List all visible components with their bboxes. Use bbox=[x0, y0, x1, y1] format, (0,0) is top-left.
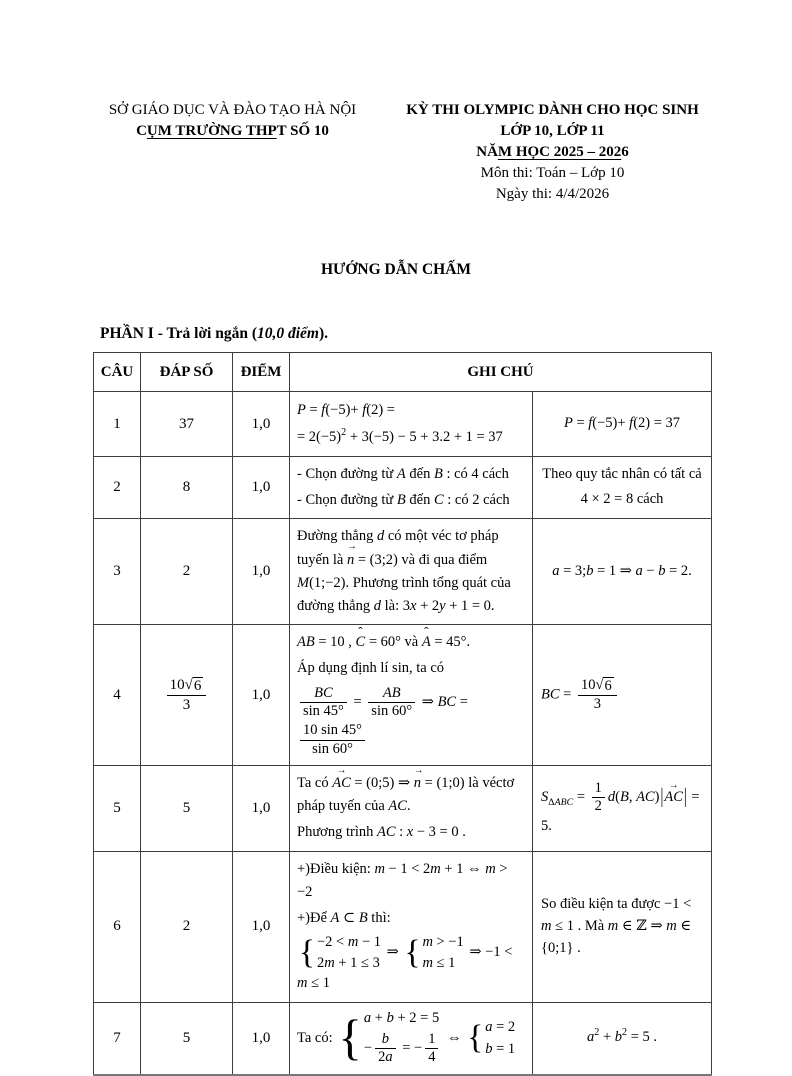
vector-arrow: → AC bbox=[664, 779, 683, 805]
issuer-block bbox=[90, 100, 375, 205]
cell-answer: 2 bbox=[141, 851, 233, 1002]
cell-points: 1,0 bbox=[233, 519, 290, 625]
table-row bbox=[94, 766, 712, 852]
remark-line: P = f(−5)+ f(2) = 37 bbox=[563, 415, 681, 432]
issuer-line2-pre: C bbox=[136, 123, 147, 139]
cell-remark bbox=[533, 457, 712, 519]
cell-points: 1,0 bbox=[233, 851, 290, 1002]
cases-brace-group: { m > −1 m ≤ 1 bbox=[404, 934, 464, 972]
table-row bbox=[94, 392, 712, 457]
cell-points: 1,0 bbox=[233, 625, 290, 766]
col-header-points: ĐIỂM bbox=[233, 353, 290, 392]
exam-name: KỲ THI OLYMPIC DÀNH CHO HỌC SINH bbox=[406, 102, 699, 118]
cell-solution-note bbox=[290, 519, 533, 625]
cell-question-number: 4 bbox=[94, 625, 141, 766]
cell-answer: 8 bbox=[141, 457, 233, 519]
cell-solution-note bbox=[290, 392, 533, 457]
cell-remark bbox=[533, 851, 712, 1002]
exam-year bbox=[375, 142, 730, 163]
answer-table-head bbox=[94, 353, 712, 392]
solution-line: Áp dụng định lí sin, ta có bbox=[297, 660, 445, 677]
remark-line: BC = 10 √ 6 3 bbox=[541, 676, 703, 714]
answer-table bbox=[93, 352, 712, 1076]
solution-line: $\frac{BC}{\sin 45^\circ}$ = $\frac{AB}{\sin 60^\circ}$ ⇒ BC = $\frac{10 \sin 45^\circ}{\sin 60^\circ}$ bbox=[297, 684, 525, 760]
cell-solution-note bbox=[290, 766, 533, 852]
exam-subject: Môn thi: Toán – Lớp 10 bbox=[480, 165, 625, 181]
table-row bbox=[94, 625, 712, 766]
cell-question-number: 6 bbox=[94, 851, 141, 1002]
cell-points: 1,0 bbox=[233, 392, 290, 457]
vector-arrow: → n bbox=[413, 764, 424, 792]
cases-brace-group: { a + b + 2 = 5 − $\frac{b}{2a}$ = − $\frac{1}{4}$ bbox=[338, 1009, 440, 1066]
remark-line: $S_{\Delta ABC}$ = $\frac{1}{2}$ d(B, AC)| → AC| = 5. bbox=[541, 779, 700, 835]
cell-answer: 5 bbox=[141, 1002, 233, 1074]
table-row bbox=[94, 519, 712, 625]
cell-answer: 37 bbox=[141, 392, 233, 457]
hat-accent: ˆ A bbox=[421, 623, 431, 651]
cell-points: 1,0 bbox=[233, 1002, 290, 1074]
remark-line: $a^2 + b^2 = 5$ . bbox=[587, 1027, 657, 1046]
section-points: 10,0 điểm bbox=[257, 325, 319, 342]
col-header-question: CÂU bbox=[94, 353, 141, 392]
solution-line: { −2 < m − 1 2m + 1 ≤ 3 ⇒ { m > −1 m ≤ 1 ⇒ −1 < m ≤ 1 bbox=[297, 934, 513, 992]
cell-solution-note bbox=[290, 851, 533, 1002]
solution-line: AB = 10 , ˆ C = 60° và ˆ A = 45°. bbox=[297, 631, 525, 654]
exam-grades: LỚP 10, LỚP 11 bbox=[500, 123, 605, 139]
cell-question-number: 3 bbox=[94, 519, 141, 625]
solution-line: Phương trình AC : x − 3 = 0 . bbox=[297, 824, 466, 841]
cell-solution-note bbox=[290, 1002, 533, 1074]
answer-table-body bbox=[94, 392, 712, 1075]
cell-points: 1,0 bbox=[233, 457, 290, 519]
issuer-line2 bbox=[90, 121, 375, 142]
solution-line: +)Để A ⊂ B thì: bbox=[297, 910, 391, 926]
issuer-line2-post: T SỐ 10 bbox=[276, 123, 329, 139]
remark-line: a = 3;b = 1 ⇒ a − b = 2. bbox=[552, 562, 692, 579]
cell-remark bbox=[533, 519, 712, 625]
solution-line: - Chọn đường từ A đến B : có 4 cách bbox=[297, 466, 509, 482]
cell-points: 1,0 bbox=[233, 766, 290, 852]
cell-question-number: 1 bbox=[94, 392, 141, 457]
exam-date: Ngày thi: 4/4/2026 bbox=[495, 186, 610, 202]
exam-block bbox=[375, 100, 730, 205]
document-title: HƯỚNG DẪN CHẤM bbox=[320, 261, 472, 278]
header-row bbox=[94, 353, 712, 392]
solution-line: - Chọn đường từ B đến C : có 2 cách bbox=[297, 492, 510, 509]
remark-line: Theo quy tắc nhân có tất cả bbox=[542, 466, 702, 483]
cell-remark bbox=[533, 766, 712, 852]
issuer-line2-underlined: ỤM TRƯỜNG THP bbox=[146, 123, 277, 139]
cell-question-number: 2 bbox=[94, 457, 141, 519]
section-heading bbox=[100, 325, 792, 343]
issuer-line1: SỞ GIÁO DỤC VÀ ĐÀO TẠO HÀ NỘI bbox=[108, 102, 357, 118]
solution-line: +)Điều kiện: m − 1 < 2m + 1 ⇔ m > −2 bbox=[297, 860, 508, 900]
cell-solution-note bbox=[290, 625, 533, 766]
table-row bbox=[94, 457, 712, 519]
hat-accent: ˆ C bbox=[355, 623, 366, 651]
cell-remark bbox=[533, 625, 712, 766]
solution-line: = $2(-5)^2 + 3(-5) - 5 + 3.2 + 1 = 37$ bbox=[297, 426, 503, 445]
cell-question-number: 7 bbox=[94, 1002, 141, 1074]
cell-remark bbox=[533, 392, 712, 457]
section-suffix: ). bbox=[319, 325, 329, 342]
vector-arrow: → n bbox=[346, 541, 357, 568]
remark-line: So điều kiện ta được −1 < m ≤ 1 . Mà m ∈ ℤ ⇒ m ∈ {0;1} . bbox=[541, 896, 692, 956]
cell-solution-note bbox=[290, 457, 533, 519]
solution-line: P = f(−5)+ f(2) = bbox=[297, 402, 395, 419]
table-row bbox=[94, 851, 712, 1002]
solution-line: Đường thẳng d có một véc tơ pháp tuyến là → n = (3;2) và đi qua điểm M(1;−2). Phương trình tổng quát của đường thẳng d là: 3x + 2y + 1 = 0. bbox=[297, 528, 511, 614]
exam-year-pre: NĂ bbox=[476, 144, 498, 160]
col-header-remark: GHI CHÚ bbox=[290, 353, 712, 392]
document-header bbox=[90, 0, 730, 205]
cell-question-number: 5 bbox=[94, 766, 141, 852]
solution-line: Ta có: { a + b + 2 = 5 − $\frac{b}{2a}$ = − $\frac{1}{4}$ ⇔ { a = 2 b = 1 bbox=[297, 1009, 525, 1068]
cell-answer: 5 bbox=[141, 766, 233, 852]
exam-year-underlined: M HỌC 2025 – 202 bbox=[497, 144, 622, 160]
table-row bbox=[94, 1002, 712, 1074]
cell-remark bbox=[533, 1002, 712, 1074]
cases-brace-group: { −2 < m − 1 2m + 1 ≤ 3 bbox=[299, 934, 382, 972]
col-header-answer: ĐÁP SỐ bbox=[141, 353, 233, 392]
cell-answer: 2 bbox=[141, 519, 233, 625]
remark-line: 4 × 2 = 8 cách bbox=[580, 491, 664, 508]
solution-line: Ta có → AC = (0;5) ⇒ → n = (1;0) là véctơ pháp tuyến của AC. bbox=[297, 764, 515, 815]
section-prefix: PHẦN I - Trả lời ngắn ( bbox=[100, 325, 257, 342]
cell-answer: 10 √ 6 3 bbox=[141, 625, 233, 766]
exam-year-post: 6 bbox=[621, 144, 629, 160]
vector-arrow: → AC bbox=[332, 764, 351, 792]
cases-brace-group: { a = 2 b = 1 bbox=[467, 1019, 516, 1057]
